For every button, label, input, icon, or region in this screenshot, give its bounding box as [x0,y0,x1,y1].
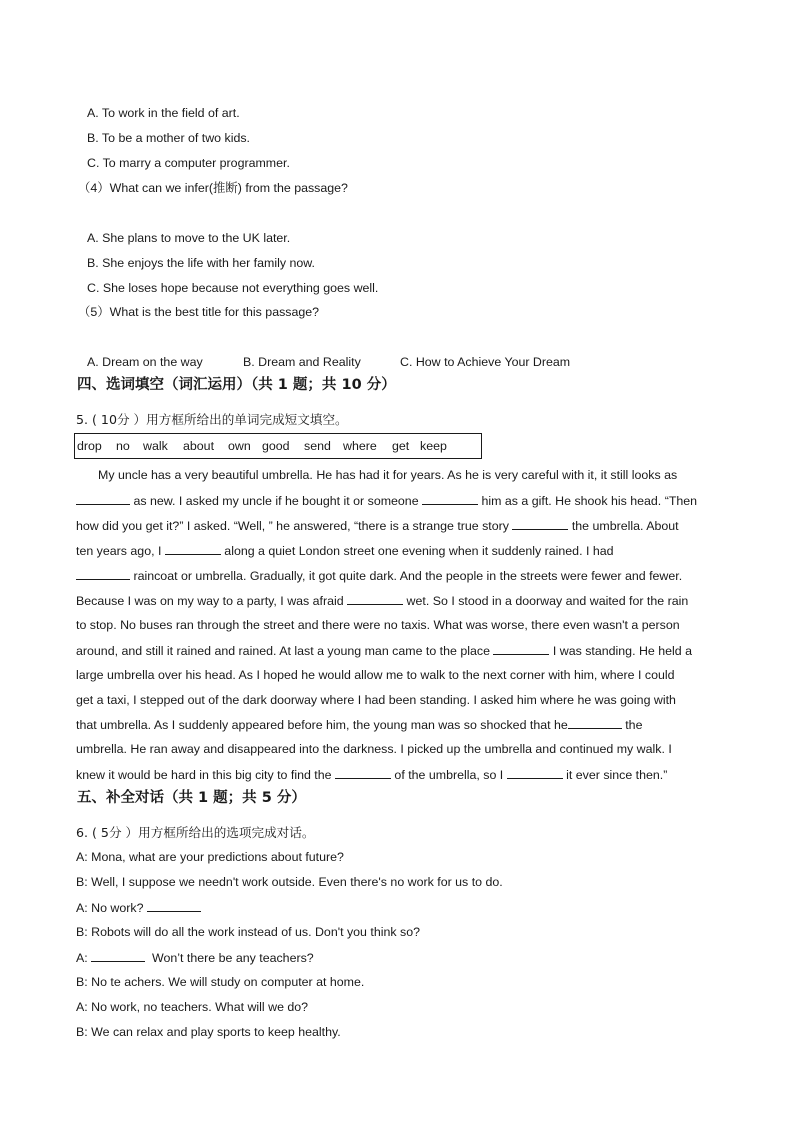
word-box-item: good [262,439,290,453]
passage-line: Because I was on my way to a party, I was afraid wet. So I stood in a doorway and waited for the rain [76,594,689,608]
dialogue-line: A: Mona, what are your predictions about future? [76,850,344,864]
section4-heading: 四、选词填空（词汇运用）（共 1 题；共 10 分） [77,377,396,393]
dialogue-line: A: No work, no teachers. What will we do? [76,1000,309,1014]
q3-option-c: C. To marry a computer programmer. [87,156,290,170]
dialogue-line: B: Well, I suppose we needn't work outside. Even there's no work for us to do. [76,875,503,889]
word-box [74,433,482,459]
word-box-item: walk [143,439,168,453]
passage-line: ten years ago, I along a quiet London street one evening when it suddenly rained. I had [76,544,614,558]
word-box-item: get [392,439,410,453]
q5-option-a: A. Dream on the way [87,355,203,369]
answer-blank[interactable] [165,542,221,555]
q5-question: （5）What is the best title for this passage? [78,305,320,319]
section4-question-label: 5. ( 10分 ）用方框所给出的单词完成短文填空。 [76,412,348,427]
word-box-item: no [116,439,130,453]
answer-blank[interactable] [493,642,549,655]
answer-blank[interactable] [422,492,478,505]
answer-blank[interactable] [568,716,622,729]
answer-blank[interactable] [335,766,391,779]
passage-line: around, and still it rained and rained. At last a young man came to the place I was standing. He held a [76,644,692,658]
dialogue-line: B: Robots will do all the work instead of us. Don't you think so? [76,925,420,939]
passage-line: how did you get it?” I asked. “Well, ” he answered, “there is a strange true story the umbrella. About [76,519,679,533]
q4-question: （4）What can we infer(推断) from the passage? [78,181,348,195]
answer-blank[interactable] [507,766,563,779]
answer-blank[interactable] [147,899,201,912]
answer-blank[interactable] [91,949,145,962]
answer-blank[interactable] [76,567,130,580]
dialogue-line: A: Won’t there be any teachers? [76,951,314,965]
word-box-item: about [183,439,215,453]
passage-line: that umbrella. As I suddenly appeared before him, the young man was so shocked that he the [76,718,643,732]
section5-heading: 五、补全对话（共 1 题；共 5 分） [77,790,306,806]
q4-option-c: C. She loses hope because not everything goes well. [87,281,379,295]
dialogue-line: B: We can relax and play sports to keep healthy. [76,1025,341,1039]
passage-line: as new. I asked my uncle if he bought it or someone him as a gift. He shook his head. “Then [76,492,697,509]
passage-line: large umbrella over his head. As I hoped he would allow me to walk to the next corner with him, where I could [76,668,675,682]
word-box-item: where [343,439,377,453]
section5-question-label: 6. ( 5分 ）用方框所给出的选项完成对话。 [76,825,315,840]
word-box-item: drop [77,439,102,453]
passage-line: get a taxi, I stepped out of the dark doorway where I had been standing. I asked him where he was going with [76,693,676,707]
word-box-item: send [304,439,331,453]
q4-option-b: B. She enjoys the life with her family now. [87,256,315,270]
word-box-item: own [228,439,251,453]
passage-line: umbrella. He ran away and disappeared into the darkness. I picked up the umbrella and continued my walk. I [76,742,672,756]
q5-option-b: B. Dream and Reality [243,355,361,369]
dialogue-line: B: No te achers. We will study on computer at home. [76,975,365,989]
passage-line: My uncle has a very beautiful umbrella. He has had it for years. As he is very careful with it, it still looks as [98,468,678,482]
dialogue-line: A: No work? [76,899,201,916]
answer-blank[interactable] [76,492,130,505]
q5-option-c: C. How to Achieve Your Dream [400,355,571,369]
answer-blank[interactable] [512,517,568,530]
passage-line: raincoat or umbrella. Gradually, it got quite dark. And the people in the streets were fewer and fewer. [76,567,682,584]
q4-option-a: A. She plans to move to the UK later. [87,231,291,245]
answer-blank[interactable] [347,592,403,605]
q3-option-b: B. To be a mother of two kids. [87,131,250,145]
q3-option-a: A. To work in the field of art. [87,106,240,120]
word-box-item: keep [420,439,447,453]
passage-line: knew it would be hard in this big city to find the of the umbrella, so I it ever since then.” [76,768,668,782]
passage-line: to stop. No buses ran through the street and there were no taxis. What was worse, there even wasn't a person [76,618,680,632]
